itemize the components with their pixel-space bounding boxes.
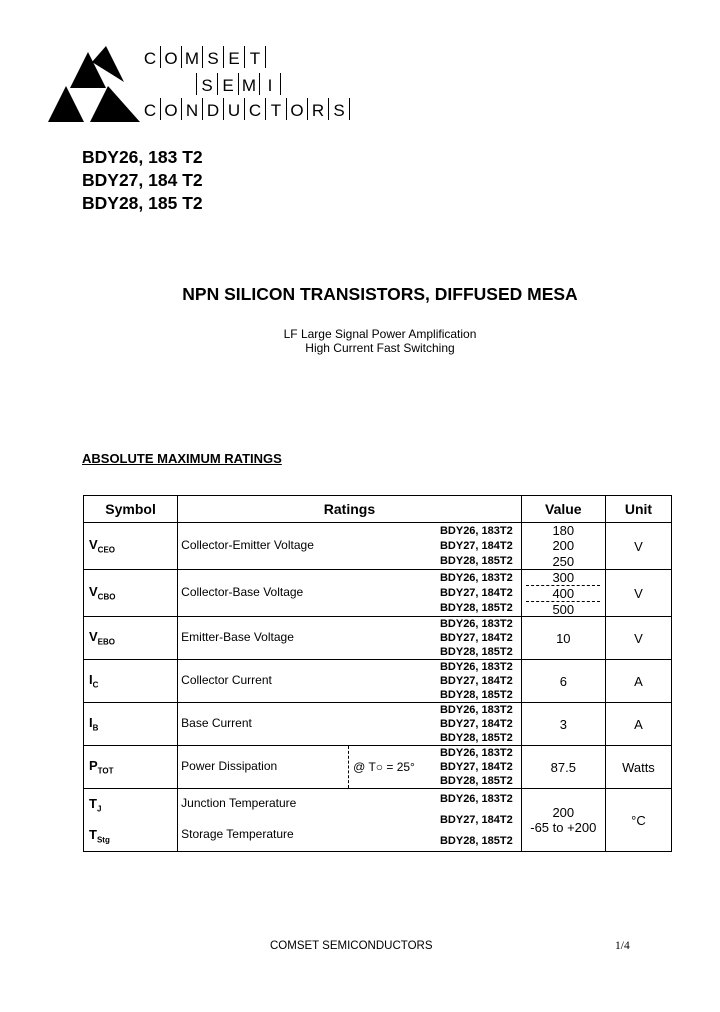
symbol-cell: $V_{EBO}$ [84, 617, 178, 660]
logo-letter: N [181, 98, 202, 120]
logo-letter: E [217, 73, 238, 95]
unit-cell: V [605, 570, 671, 617]
subtitle: High Current Fast Switching [305, 341, 455, 355]
part-number: BDY28, 185 T2 [82, 193, 203, 213]
variant-list [440, 746, 513, 788]
part-number: BDY27, 184 T2 [82, 170, 203, 190]
value-cell [521, 570, 605, 617]
value-stack [522, 570, 605, 616]
value-text: 200 [552, 538, 575, 554]
variant-label: BDY26, 183T2 [439, 747, 513, 759]
value-cell [521, 617, 605, 660]
unit-cell: °C [605, 789, 671, 852]
rating-description: Junction Temperature [181, 796, 297, 810]
table-row [84, 523, 672, 570]
variant-label: BDY27, 184T2 [439, 539, 513, 552]
table-row [84, 746, 672, 789]
symbol-subscript: Stg [96, 835, 110, 845]
symbol-subscript: B [92, 723, 99, 733]
logo-letter: R [307, 98, 328, 120]
value-text: 10 [556, 630, 571, 646]
symbol-cell: $I_C$ [84, 660, 178, 703]
table-row [84, 789, 672, 852]
part-numbers [82, 146, 203, 215]
variant-label: BDY28, 185T2 [439, 732, 513, 744]
subtitle: LF Large Signal Power Amplification [283, 327, 477, 341]
table-row [84, 660, 672, 703]
symbol-cell [84, 789, 178, 852]
page-title: NPN SILICON TRANSISTORS, DIFFUSED MESA [182, 284, 578, 304]
symbol-subscript: CEO [97, 545, 116, 555]
ratings-table [83, 495, 672, 852]
rating-cell [178, 570, 522, 617]
rating-description: Collector-Emitter Voltage [181, 538, 314, 552]
value-text: 200 [552, 805, 575, 820]
variant-label: BDY26, 183T2 [439, 524, 513, 537]
value-text: 3 [559, 716, 567, 732]
variant-label: BDY28, 185T2 [439, 834, 513, 847]
rating-description: Base Current [181, 716, 252, 730]
value-text: -65 to +200 [530, 820, 597, 835]
rating-cell [178, 746, 522, 789]
value-cell [521, 746, 605, 789]
variant-label: BDY28, 185T2 [439, 689, 513, 701]
unit-cell: V [605, 523, 671, 570]
value-text: 250 [552, 553, 575, 569]
variant-label: BDY27, 184T2 [439, 675, 513, 687]
value-text: 300 [526, 570, 600, 586]
value-text: 6 [559, 673, 567, 689]
footer-company: COMSET SEMICONDUCTORS [270, 940, 433, 952]
variant-list [440, 570, 513, 616]
variant-label: BDY26, 183T2 [439, 571, 513, 584]
rating-condition: @ T○ = 25° [348, 746, 415, 788]
symbol-subscript: C [92, 680, 99, 690]
variant-label: BDY27, 184T2 [439, 586, 513, 599]
logo-letter: O [160, 98, 181, 120]
symbol-cell: $V_{CBO}$ [84, 570, 178, 617]
symbol-subscript: CBO [97, 592, 116, 602]
table-header-row [84, 496, 672, 523]
logo-row-semi [196, 73, 281, 97]
header-symbol: Symbol [84, 496, 178, 523]
header-unit: Unit [605, 496, 671, 523]
value-stack [522, 523, 605, 569]
company-logo [44, 42, 144, 126]
rating-cell [178, 789, 522, 852]
table-row [84, 703, 672, 746]
symbol-cell: $V_{CEO}$ [84, 523, 178, 570]
logo-letter: M [181, 46, 202, 68]
rating-description: Collector Current [181, 673, 272, 687]
value-text: 400 [526, 586, 600, 602]
value-cell [521, 523, 605, 570]
header-value: Value [521, 496, 605, 523]
logo-letter: M [238, 73, 259, 95]
value-cell [521, 660, 605, 703]
variant-list [440, 523, 513, 569]
logo-letter: S [196, 73, 217, 95]
logo-letter: T [244, 46, 266, 68]
symbol-cell: $P_{TOT}$ [84, 746, 178, 789]
variant-label: BDY26, 183T2 [439, 704, 513, 716]
rating-cell [178, 523, 522, 570]
symbol-subscript: J [96, 804, 102, 814]
symbol-stack [89, 789, 177, 851]
value-text: 500 [552, 602, 575, 617]
value-text: 87.5 [550, 759, 576, 775]
logo-row-conductors [140, 98, 350, 122]
variant-label: BDY27, 184T2 [439, 632, 513, 644]
rating-description: Collector-Base Voltage [181, 585, 304, 599]
rating-cell [178, 703, 522, 746]
logo-letter: U [223, 98, 244, 120]
table-row [84, 570, 672, 617]
variant-list [440, 617, 513, 659]
variant-label: BDY27, 184T2 [439, 718, 513, 730]
logo-letter: E [223, 46, 244, 68]
variant-label: BDY27, 184T2 [439, 813, 513, 826]
logo-letter: S [328, 98, 350, 120]
rating-description: Power Dissipation [181, 759, 278, 773]
header-ratings: Ratings [178, 496, 522, 523]
rating-description: Storage Temperature [181, 827, 294, 841]
unit-cell: A [605, 660, 671, 703]
value-cell [521, 789, 605, 852]
variant-label: BDY28, 185T2 [439, 775, 513, 787]
symbol-tstg: $T_{Stg}$ [89, 826, 110, 845]
unit-cell: Watts [605, 746, 671, 789]
value-cell [521, 703, 605, 746]
variant-list [440, 789, 513, 851]
symbol-tj: $T_J$ [89, 795, 102, 814]
variant-list [440, 660, 513, 702]
symbol-subscript: TOT [97, 766, 114, 776]
rating-cell [178, 660, 522, 703]
rating-cell [178, 617, 522, 660]
variant-label: BDY27, 184T2 [439, 761, 513, 773]
variant-label: BDY28, 185T2 [439, 646, 513, 658]
logo-letter: O [286, 98, 307, 120]
variant-label: BDY26, 183T2 [439, 793, 513, 806]
variant-label: BDY26, 183T2 [439, 618, 513, 630]
symbol-cell: $I_B$ [84, 703, 178, 746]
logo-letter: D [202, 98, 223, 120]
rating-description: Emitter-Base Voltage [181, 630, 294, 644]
variant-label: BDY28, 185T2 [439, 555, 513, 568]
page-number: 1/4 [615, 940, 630, 952]
table-row [84, 617, 672, 660]
logo-letter: C [143, 101, 157, 120]
variant-label: BDY28, 185T2 [439, 602, 513, 615]
logo-row-comset [140, 46, 266, 70]
variant-list [440, 703, 513, 745]
part-number: BDY26, 183 T2 [82, 147, 203, 167]
value-text: 180 [552, 523, 575, 539]
variant-label: BDY26, 183T2 [439, 661, 513, 673]
logo-letter: I [259, 73, 281, 95]
logo-letter: O [160, 46, 181, 68]
section-heading: ABSOLUTE MAXIMUM RATINGS [82, 451, 282, 466]
unit-cell: A [605, 703, 671, 746]
logo-letter: T [265, 98, 286, 120]
unit-cell: V [605, 617, 671, 660]
symbol-subscript: EBO [97, 637, 116, 647]
logo-letter: C [244, 98, 265, 120]
logo-letter: S [202, 46, 223, 68]
logo-letter: C [143, 49, 157, 68]
